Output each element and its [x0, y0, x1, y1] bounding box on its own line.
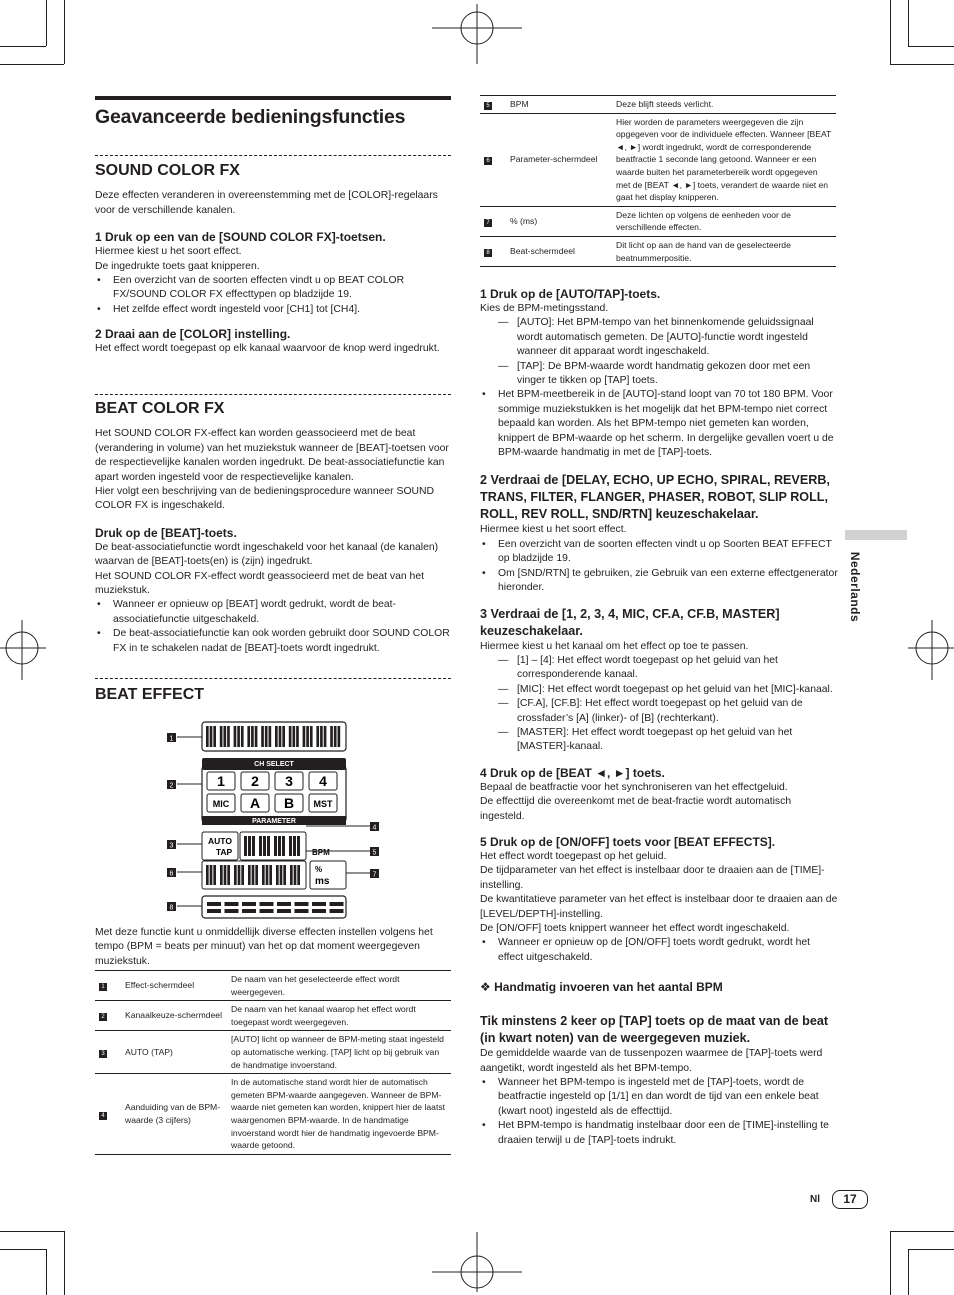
legend-number: 7: [484, 219, 492, 227]
parameter-label: PARAMETER: [252, 818, 296, 825]
legend-number: 6: [484, 157, 492, 165]
sound-step1-bullet2: • Het zelfde effect wordt ingesteld voor [CH1] tot [CH4].: [95, 303, 451, 317]
legend-number: 1: [99, 983, 107, 991]
r-step2-bullet1: • Een overzicht van de soorten effecten vindt u op Soorten BEAT EFFECT op bladzijde 19.: [480, 538, 838, 567]
legend-description: Deze lichten op volgens de eenheden voor de verschillende effecten.: [616, 206, 836, 236]
display-segment: [330, 726, 333, 747]
r-step4-body2: De effecttijd die overeenkomt met de beat-fractie wordt automatisch ingesteld.: [480, 796, 792, 822]
display-segment: [266, 865, 269, 885]
display-segment: [275, 726, 278, 747]
display-segment: [210, 865, 213, 885]
display-segment: [220, 865, 223, 885]
display-segment: [289, 836, 292, 856]
display-segment: [220, 726, 223, 747]
display-segment: [252, 836, 255, 856]
beat-segment: [295, 909, 309, 913]
r-step2-body: Hiermee kiest u het soort effect.: [480, 524, 627, 536]
display-segment: [278, 836, 281, 856]
display-segment: [262, 865, 265, 885]
ch-button-mic: MIC: [212, 799, 230, 809]
r-step5-body4: De [ON/OFF] toets knippert wanneer het effect wordt ingeschakeld.: [480, 923, 790, 934]
r-step3-dash2: — [MIC]: Het effect wordt toegepast op het geluid van het [MIC]-kanaal.: [480, 683, 838, 697]
display-segment: [234, 865, 237, 885]
callout-4: 4: [372, 824, 377, 832]
display-segment: [213, 865, 216, 885]
display-segment: [316, 726, 319, 747]
display-segment: [324, 726, 327, 747]
display-segment: [259, 836, 262, 856]
beat-bullet1: • Wanneer er opnieuw op [BEAT] wordt gedrukt, wordt de beat-associatiefunctie uitgeschakeld.: [95, 598, 451, 627]
legend-number: 8: [484, 249, 492, 257]
display-segment: [289, 726, 292, 747]
display-segment: [247, 726, 250, 747]
r-step5-body3: De kwantitatieve parameter van het effect is instelbaar door te draaien aan de [LEVEL/DEPTH]-instelling.: [480, 894, 838, 920]
r-step1-body: Kies de BPM-metingsstand.: [480, 303, 609, 314]
display-segment: [293, 836, 296, 856]
display-segment: [279, 726, 282, 747]
display-segment: [338, 726, 341, 747]
ms-label: ms: [315, 876, 330, 887]
display-segment: [238, 865, 241, 885]
legend-description: De naam van het kanaal waarop het effect wordt toegepast wordt weergegeven.: [231, 1001, 451, 1031]
display-segment: [306, 726, 309, 747]
manual-bpm-heading: ❖ Handmatig invoeren van het aantal BPM: [480, 980, 723, 995]
callout-1: 1: [169, 735, 174, 743]
legend-name: Aanduiding van de BPM-waarde (3 cijfers): [125, 1074, 231, 1155]
display-segment: [265, 726, 268, 747]
display-segment: [294, 865, 297, 885]
beat-bullet2: • De beat-associatiefunctie kan ook worden gebruikt door SOUND COLOR FX in te schakelen nadat de [BEAT]-toets wordt ingedrukt.: [95, 627, 451, 656]
r-step1-dash2: — [TAP]: De BPM-waarde wordt handmatig gekozen door met een vinger te tikken op [TAP] toets.: [480, 360, 838, 389]
beat-segment: [207, 909, 221, 913]
r-step3-dash1: — [1] – [4]: Het effect wordt toegepast op het geluid van het corresponderende kanaal.: [480, 654, 838, 683]
callout-8: 8: [169, 904, 174, 912]
tap-bullet2: • Het BPM-tempo is handmatig instelbaar door een de [TIME]-instelling te draaien terwijl u de [TAP]-toets indrukt.: [480, 1119, 838, 1148]
display-segment: [210, 726, 213, 747]
legend-name: % (ms): [510, 206, 616, 236]
side-tab-label: Nederlands: [848, 551, 862, 623]
sound-step2-body: Het effect wordt toegepast op elk kanaal waarvoor de knop werd ingedrukt.: [95, 343, 440, 355]
beat-step-title: Druk op de [BEAT]-toets.: [95, 525, 237, 540]
display-segment: [290, 865, 293, 885]
display-segment: [276, 865, 279, 885]
language-code: Nl: [810, 1194, 820, 1205]
tap-title: Tik minstens 2 keer op [TAP] toets op de maat van de beat (in kwart noten) van de weergegeven muziek.: [480, 1014, 829, 1046]
sound-step1-title: 1 Druk op een van de [SOUND COLOR FX]-toetsen.: [95, 230, 386, 245]
ch-button-a: A: [249, 795, 261, 811]
callout-2: 2: [169, 782, 174, 790]
legend-name: Effect-schermdeel: [125, 971, 231, 1001]
beat-segment: [295, 902, 309, 906]
legend-name: Parameter-schermdeel: [510, 113, 616, 206]
display-segment: [241, 726, 244, 747]
display-segment: [213, 726, 216, 747]
display-segment: [282, 726, 285, 747]
callout-5: 5: [372, 849, 377, 857]
tap-bullet1: • Wanneer het BPM-tempo is ingesteld met de [TAP]-toets, wordt de beatfractie ingesteld op [1/1] en dan wordt de tijd van een enkele beat (kwart noot) ingesteld als de effecttijd.: [480, 1076, 838, 1119]
display-segment: [206, 865, 209, 885]
percent-label: %: [315, 865, 323, 874]
legend-description: Dit licht op aan de hand van de geselecteerde beatnummerpositie.: [616, 236, 836, 266]
r-step2-bullet2: • Om [SND/RTN] te gebruiken, zie Gebruik van een externe effectgenerator hieronder.: [480, 567, 838, 596]
legend-description: De naam van het geselecteerde effect wordt weergegeven.: [231, 971, 451, 1001]
beat-segment: [330, 909, 344, 913]
r-step1-dash1: — [AUTO]: Het BPM-tempo van het binnenkomende geluidssignaal wordt automatisch gemeten. De [AUTO]-functie wordt ingesteld wanneer dit apparaat wordt ingeschakeld.: [480, 316, 838, 359]
bpm-label: BPM: [312, 848, 330, 857]
beat-effect-intro: Met deze functie kunt u onmiddellijk diverse effecten instellen volgens het tempo (BPM = beats per minuut) van het op dat moment weergegeven muziekstuk.: [95, 927, 433, 967]
display-segment: [310, 726, 313, 747]
sound-color-fx-intro: Deze effecten veranderen in overeenstemming met de [COLOR]-regelaars voor de verschillende kanalen.: [95, 190, 438, 216]
beat-segment: [330, 902, 344, 906]
display-segment: [244, 836, 247, 856]
auto-label: AUTO: [208, 836, 232, 846]
tap-label: TAP: [215, 847, 233, 857]
ch-select-label: CH SELECT: [254, 761, 294, 768]
beat-color-fx-intro2: Hier volgt een beschrijving van de bedieningsprocedure wanneer SOUND COLOR FX is ingeschakeld.: [95, 486, 435, 512]
display-segment: [297, 836, 300, 856]
r-step3-body: Hiermee kiest u het kanaal om het effect op toe te passen.: [480, 640, 749, 652]
display-segment: [297, 865, 300, 885]
section-rule: [95, 155, 451, 156]
display-segment: [241, 865, 244, 885]
r-step2-title: 2 Verdraai de [DELAY, ECHO, UP ECHO, SPIRAL, REVERB, TRANS, FILTER, FLANGER, PHASER, ROBOT, SLIP ROLL, ROLL, REV ROLL, SND/RTN] keuzeschakelaar.: [480, 473, 830, 522]
display-segment: [303, 726, 306, 747]
display-segment: [248, 836, 251, 856]
ch-button-2: 2: [251, 773, 259, 789]
ch-button-1: 1: [217, 773, 225, 789]
legend-name: Beat-schermdeel: [510, 236, 616, 266]
legend-description: [AUTO] licht op wanneer de BPM-meting staat ingesteld op automatische werking. [TAP] licht op bij gebruik van de handmatige invoerstand.: [231, 1031, 451, 1074]
r-step1-title: 1 Druk op de [AUTO/TAP]-toets.: [480, 287, 661, 301]
sound-step1-body1: Hiermee kiest u het soort effect.: [95, 246, 242, 258]
display-segment: [237, 726, 240, 747]
display-segment: [269, 865, 272, 885]
legend-table-left: [95, 970, 451, 1155]
legend-number: 2: [99, 1013, 107, 1021]
beat-color-fx-intro: Het SOUND COLOR FX-effect kan worden geassocieerd met de beat (verandering in volume) van het muziekstuk wanneer de [BEAT]-toetsen voor de respectievelijke kanalen worden ingedrukt. De beat-associatiefunctie kan apart worden ingesteld voor de respectievelijke kanalen.: [95, 428, 449, 483]
legend-number: 4: [99, 1112, 107, 1120]
r-step4-title: 4 Druk op de [BEAT ◄, ►] toets.: [480, 765, 665, 780]
display-segment: [269, 726, 272, 747]
display-segment: [282, 836, 285, 856]
beat-segment: [242, 909, 256, 913]
sound-step1-bullet1: • Een overzicht van de soorten effecten vindt u op BEAT COLOR FX/SOUND COLOR FX effecttypen op bladzijde 19.: [95, 274, 451, 303]
sound-step1-body2: De ingedrukte toets gaat knipperen.: [95, 260, 260, 272]
callout-3: 3: [169, 842, 174, 850]
r-step3-dash3: — [CF.A], [CF.B]: Het effect wordt toegepast op het geluid van de crossfader’s [A] (linker)- of [B] (rechterkant).: [480, 697, 838, 726]
beat-effect-heading: BEAT EFFECT: [95, 686, 205, 703]
legend-row: [480, 236, 836, 266]
r-step1-bullet: • Het BPM-meetbereik in de [AUTO]-stand loopt van 70 tot 180 BPM. Voor sommige muziekstukken is het mogelijk dat het BPM-tempo niet correct bepaald kan worden. Als het BPM-tempo niet gemeten kan worden, knippert de BPM-waarde op het scherm. In dergelijke gevallen voert u de BPM-waarde handmatig in met de [TAP]-toets.: [480, 388, 838, 460]
display-segment: [292, 726, 295, 747]
display-segment: [263, 836, 266, 856]
display-segment: [296, 726, 299, 747]
display-segment: [334, 726, 337, 747]
beat-effect-display-panel: [160, 716, 390, 926]
legend-row: [95, 1031, 451, 1074]
page-number: 17: [832, 1190, 868, 1209]
legend-row: [95, 1074, 451, 1155]
beat-segment: [277, 902, 291, 906]
display-segment: [274, 836, 277, 856]
r-step5-body1: Het effect wordt toegepast op het geluid.: [480, 850, 667, 862]
legend-name: BPM: [510, 96, 616, 114]
ch-button-mst: MST: [313, 799, 333, 809]
r-step5-bullet: • Wanneer er opnieuw op de [ON/OFF] toets wordt gedrukt, wordt het effect uitgeschakeld.: [480, 936, 838, 965]
display-segment: [223, 726, 226, 747]
display-segment: [283, 865, 286, 885]
legend-number: 3: [99, 1050, 107, 1058]
beat-color-fx-heading: BEAT COLOR FX: [95, 400, 225, 417]
legend-table-right: [480, 95, 836, 267]
beat-segment: [242, 902, 256, 906]
ch-button-4: 4: [319, 773, 327, 789]
display-segment: [224, 865, 227, 885]
r-step5-title: 5 Druk op de [ON/OFF] toets voor [BEAT EFFECTS].: [480, 834, 776, 849]
section-rule: [95, 678, 451, 679]
callout-6: 6: [169, 870, 174, 878]
legend-row: [95, 1001, 451, 1031]
legend-row: [480, 96, 836, 114]
r-step3-dash4: — [MASTER]: Het effect wordt toegepast op het geluid van het [MASTER]-kanaal.: [480, 726, 838, 755]
legend-description: In de automatische stand wordt hier de automatisch gemeten BPM-waarde aangegeven. Wanneer de BPM-waarde niet gemeten kan worden, knippert hier de laatst waargenomen BPM-waarde. In de handmatige invoerstand wordt hier de handmatig ingevoerde BPM-waarde getoond.: [231, 1074, 451, 1155]
display-segment: [255, 865, 258, 885]
display-segment: [248, 865, 251, 885]
ch-button-3: 3: [285, 773, 293, 789]
callout-7: 7: [372, 871, 377, 879]
display-segment: [280, 865, 283, 885]
legend-row: [95, 971, 451, 1001]
display-segment: [320, 726, 323, 747]
display-segment: [227, 726, 230, 747]
beat-segment: [207, 902, 221, 906]
legend-row: [480, 113, 836, 206]
r-step5-body2: De tijdparameter van het effect is instelbaar door te draaien aan de [TIME]-instelling.: [480, 865, 825, 891]
display-segment: [206, 726, 209, 747]
legend-name: AUTO (TAP): [125, 1031, 231, 1074]
display-segment: [251, 726, 254, 747]
sound-color-fx-heading: SOUND COLOR FX: [95, 162, 240, 179]
display-segment: [255, 726, 258, 747]
display-segment: [227, 865, 230, 885]
r-step4-body1: Bepaal de beatfractie voor het synchroniseren van het effectgeluid.: [480, 781, 788, 793]
ch-button-b: B: [283, 795, 295, 811]
display-segment: [234, 726, 237, 747]
r-step3-title: 3 Verdraai de [1, 2, 3, 4, MIC, CF.A, CF.B, MASTER] keuzeschakelaar.: [480, 606, 780, 638]
beat-segment: [225, 902, 239, 906]
legend-row: [480, 206, 836, 236]
sound-step2-title: 2 Draai aan de [COLOR] instelling.: [95, 327, 291, 342]
section-rule: [95, 394, 451, 395]
legend-description: Deze blijft steeds verlicht.: [616, 96, 836, 114]
beat-segment: [260, 902, 274, 906]
legend-description: Hier worden de parameters weergegeven die zijn opgegeven voor de individuele effecten. Wanneer [BEAT ◄, ►] wordt ingedrukt, wordt de corresponderende beatfractie 1 seconde lang getoond. Wanneer er een waarde buiten het parameterbereik wordt opgegeven met de [BEAT ◄, ►] toets, verandert de waarde niet en gaat het display knipperen.: [616, 113, 836, 206]
legend-number: 5: [484, 102, 492, 110]
display-segment: [261, 726, 264, 747]
beat-segment: [225, 909, 239, 913]
beat-segment: [312, 902, 326, 906]
beat-step-body2: Het SOUND COLOR FX-effect wordt geassocieerd met de beat van het muziekstuk.: [95, 570, 424, 597]
beat-segment: [277, 909, 291, 913]
beat-segment: [312, 909, 326, 913]
page-title: Geavanceerde bedieningsfuncties: [95, 106, 406, 128]
beat-segment: [260, 909, 274, 913]
display-segment: [252, 865, 255, 885]
beat-step-body1: De beat-associatiefunctie wordt ingeschakeld voor het kanaal (de kanalen) waarvan de [BEAT]-toets(en) is (zijn) ingedrukt.: [95, 541, 439, 568]
title-rule: [95, 96, 451, 100]
display-segment: [267, 836, 270, 856]
legend-name: Kanaalkeuze-schermdeel: [125, 1001, 231, 1031]
tap-body: De gemiddelde waarde van de tussenpozen waarmee de [TAP]-toets werd aangetikt, wordt ingesteld als het BPM-tempo.: [480, 1048, 823, 1074]
